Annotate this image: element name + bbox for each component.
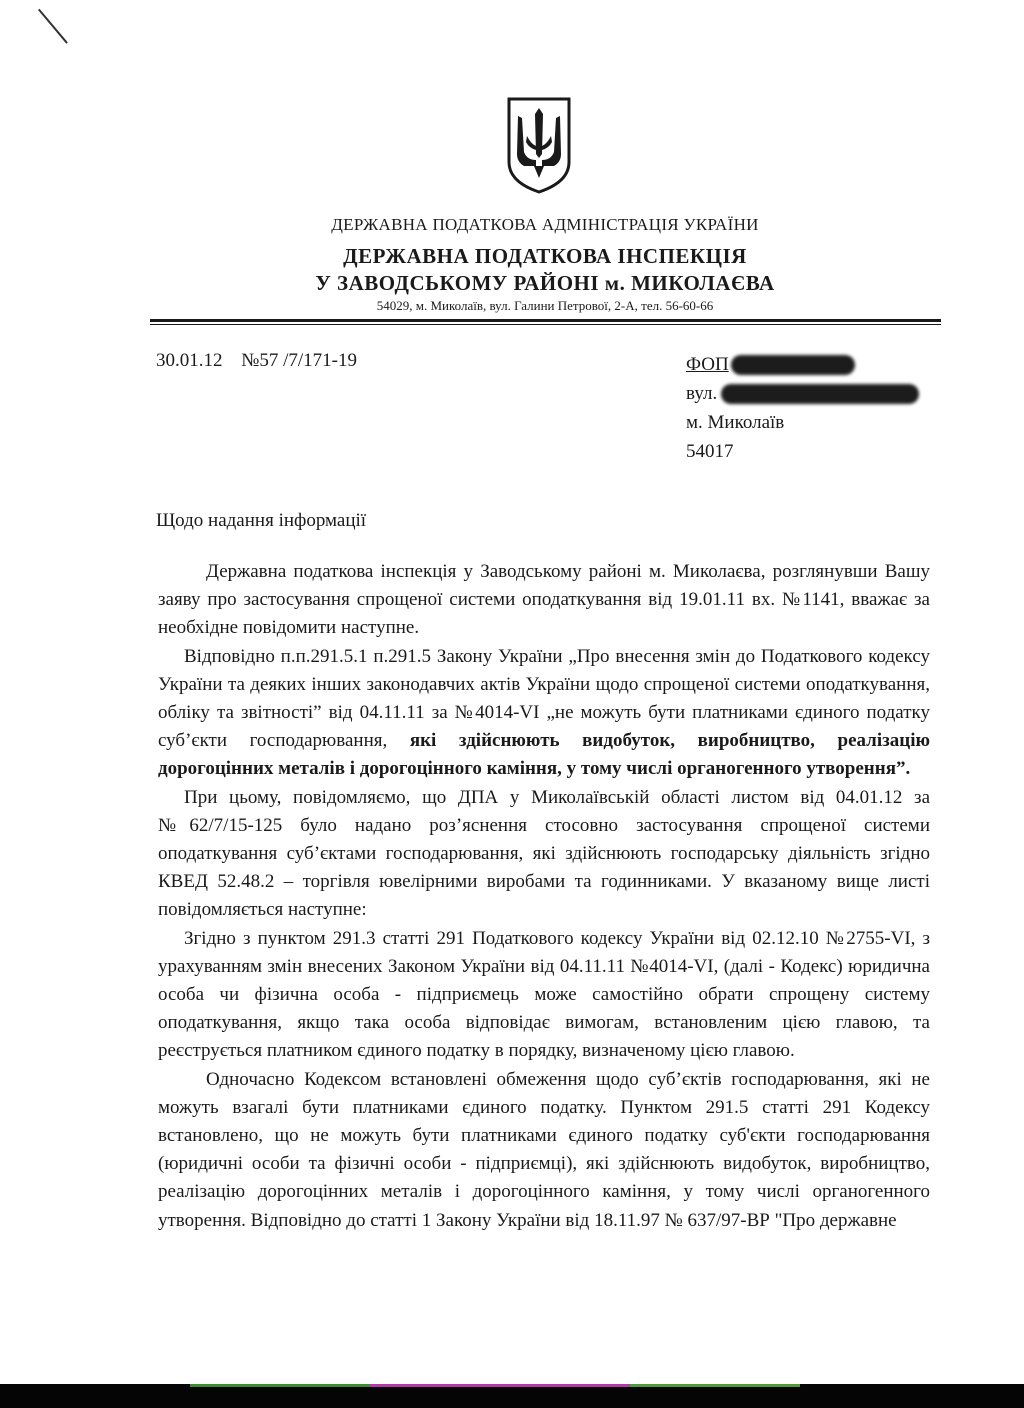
inspection-name-line1: ДЕРЖАВНА ПОДАТКОВА ІНСПЕКЦІЯ <box>343 244 747 268</box>
redacted-name <box>731 355 855 375</box>
body-paragraph-1: Державна податкова інспекція у Заводському районі м. Миколаєва, розглянувши Вашу заяву про застосування спрощеної системи оподаткування від 19.01.11 вх. №1141, вважає за необхідне повідомити наступне. <box>158 561 930 639</box>
body-paragraph-2 <box>158 643 930 784</box>
body-paragraph-4: Згідно з пунктом 291.3 статті 291 Податкового кодексу України від 02.12.10 №2755-VI, з урахуванням змін внесених Законом України від 04.11.11 №4014-VI, (далі - Кодекс) юридична особа чи фізична особа - підприємець може самостійно обрати спрощену систему оподаткування, якщо така особа відповідає вимогам, встановленим цією главою, та реєструється платником єдиного податку в порядку, визначеному цією главою. <box>158 927 930 1062</box>
redacted-street <box>721 384 919 404</box>
header-divider-thick <box>150 319 941 322</box>
recipient-city: м. Миколаїв <box>686 412 785 433</box>
header-divider-thin <box>150 324 941 325</box>
recipient-name-prefix: ФОП <box>686 354 729 375</box>
trident-coat-of-arms-icon <box>505 96 573 194</box>
letter-body <box>158 558 930 1235</box>
body-paragraph-2-bold: які здійснюють видобуток, виробництво, реалізацію дорогоцінних металів і дорогоцінного каміння, у тому числі органогенного утворення”. <box>158 730 930 780</box>
body-paragraph-5: Одночасно Кодексом встановлені обмеження щодо суб’єктів господарювання, які не можуть взагалі бути платниками єдиного податку. Пунктом 291.5 статті 291 Кодексу встановлено, що не можуть бути платниками єдиного податку суб'єкти господарювання (юридичні особи та фізичні особи - підприємці), які здійснюють видобуток, виробництво, реалізацію дорогоцінних металів і дорогоцінного каміння, у тому числі органогенного утворення. Відповідно до статті 1 Закону України від 18.11.97 № 637/97-ВР "Про державне <box>158 1068 930 1231</box>
scan-bottom-edge <box>0 1384 1024 1408</box>
letter-subject: Щодо надання інформації <box>156 510 367 531</box>
inspection-address: 54029, м. Миколаїв, вул. Галини Петрової, 2-А, тел. 56-60-66 <box>376 298 714 313</box>
recipient-postcode: 54017 <box>686 441 734 462</box>
recipient-street-prefix: вул. <box>686 383 718 404</box>
recipient-block <box>686 350 919 466</box>
body-paragraph-3: При цьому, повідомляємо, що ДПА у Миколаївській області листом від 04.01.12 за №62/7/15-125 було надано роз’яснення стосовно застосування спрощеної системи оподаткування суб’єктами господарювання, які здійснюють господарську діяльність згідно КВЕД 52.48.2 – торгівля ювелірними виробами та годинниками. У вказаному вище листі повідомляється наступне: <box>158 786 930 921</box>
inspection-name-line2: У ЗАВОДСЬКОМУ РАЙОНІ м. МИКОЛАЄВА <box>315 271 775 295</box>
agency-name: ДЕРЖАВНА ПОДАТКОВА АДМІНІСТРАЦІЯ УКРАЇНИ <box>331 215 759 234</box>
scan-scratch-mark <box>38 9 68 44</box>
reference-line <box>156 350 371 372</box>
letter-date: 30.01.12 <box>156 350 223 371</box>
body-paragraph-2-text: Відповідно п.п.291.5.1 п.291.5 Закону України „Про внесення змін до Податкового кодексу України та деяких інших законодавчих актів України щодо спрощеної системи оподаткування, обліку та звітності” від 04.11.11 за №4014-VI „не можуть бути платниками єдиного податку суб’єкти господарювання, <box>158 645 930 752</box>
letter-number: №57 /7/171-19 <box>241 350 358 371</box>
